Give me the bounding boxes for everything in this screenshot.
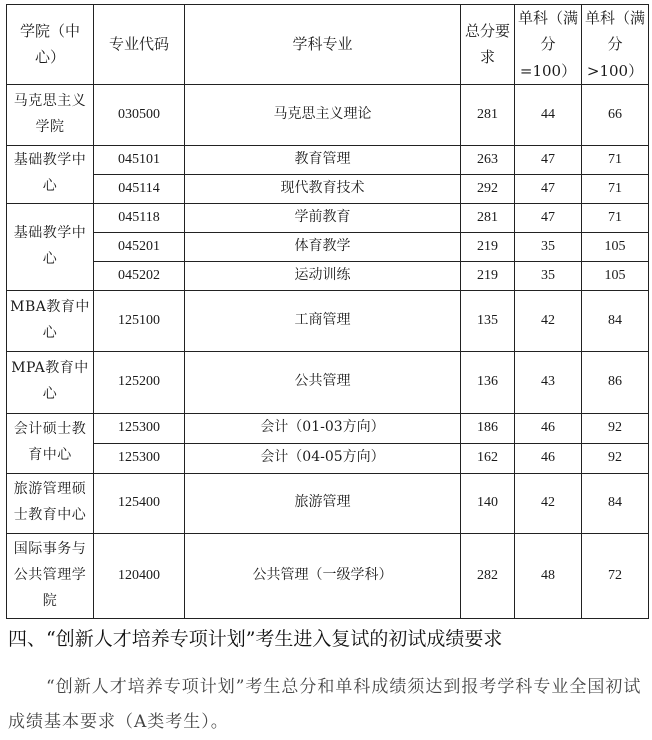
code-cell: 125300 (94, 413, 185, 443)
total-cell: 186 (461, 413, 515, 443)
major-cell: 会计（04-05方向） (185, 443, 461, 473)
header-single-100: 单科（满分=100） (515, 5, 582, 85)
single-gt100-cell: 92 (582, 443, 649, 473)
table-row (7, 145, 649, 174)
header-major: 学科专业 (185, 5, 461, 85)
major-cell: 马克思主义理论 (185, 84, 461, 145)
table-row (7, 261, 649, 290)
single-100-cell: 47 (515, 145, 582, 174)
table-row (7, 473, 649, 533)
table-row (7, 533, 649, 618)
institution-cell: 旅游管理硕士教育中心 (7, 473, 94, 533)
code-cell: 125200 (94, 351, 185, 413)
major-cell: 体育教学 (185, 232, 461, 261)
total-cell: 263 (461, 145, 515, 174)
header-college: 学院（中心） (7, 5, 94, 85)
code-cell: 045201 (94, 232, 185, 261)
institution-cell: 国际事务与公共管理学院 (7, 533, 94, 618)
major-cell: 旅游管理 (185, 473, 461, 533)
major-cell: 公共管理 (185, 351, 461, 413)
single-100-cell: 35 (515, 232, 582, 261)
single-gt100-cell: 105 (582, 261, 649, 290)
institution-cell: MBA教育中心 (7, 290, 94, 351)
total-cell: 281 (461, 203, 515, 232)
code-cell: 125100 (94, 290, 185, 351)
total-cell: 282 (461, 533, 515, 618)
table-row (7, 203, 649, 232)
total-cell: 281 (461, 84, 515, 145)
major-cell: 现代教育技术 (185, 174, 461, 203)
major-cell: 工商管理 (185, 290, 461, 351)
major-cell: 运动训练 (185, 261, 461, 290)
table-row (7, 232, 649, 261)
single-gt100-cell: 105 (582, 232, 649, 261)
single-100-cell: 35 (515, 261, 582, 290)
institution-cell: 马克思主义学院 (7, 84, 94, 145)
single-gt100-cell: 71 (582, 203, 649, 232)
single-100-cell: 48 (515, 533, 582, 618)
single-100-cell: 42 (515, 473, 582, 533)
single-100-cell: 46 (515, 413, 582, 443)
code-cell: 045101 (94, 145, 185, 174)
code-cell: 030500 (94, 84, 185, 145)
institution-cell: 基础教学中心 (7, 145, 94, 203)
code-cell: 045114 (94, 174, 185, 203)
major-cell: 公共管理（一级学科） (185, 533, 461, 618)
header-total: 总分要求 (461, 5, 515, 85)
single-gt100-cell: 86 (582, 351, 649, 413)
total-cell: 292 (461, 174, 515, 203)
major-cell: 会计（01-03方向） (185, 413, 461, 443)
code-cell: 045202 (94, 261, 185, 290)
table-row (7, 174, 649, 203)
table-row (7, 351, 649, 413)
single-gt100-cell: 72 (582, 533, 649, 618)
institution-cell: 基础教学中心 (7, 203, 94, 290)
single-gt100-cell: 66 (582, 84, 649, 145)
table-header-row (7, 5, 649, 85)
single-100-cell: 47 (515, 203, 582, 232)
total-cell: 219 (461, 232, 515, 261)
section-paragraph: “创新人才培养专项计划”考生总分和单科成绩须达到报考学科专业全国初试成绩基本要求（A类考生）。 (8, 677, 642, 732)
single-gt100-cell: 92 (582, 413, 649, 443)
single-100-cell: 46 (515, 443, 582, 473)
total-cell: 136 (461, 351, 515, 413)
major-cell: 教育管理 (185, 145, 461, 174)
institution-cell: MPA教育中心 (7, 351, 94, 413)
major-cell: 学前教育 (185, 203, 461, 232)
table-row (7, 290, 649, 351)
single-100-cell: 42 (515, 290, 582, 351)
total-cell: 140 (461, 473, 515, 533)
single-gt100-cell: 71 (582, 174, 649, 203)
table-row (7, 443, 649, 473)
code-cell: 125300 (94, 443, 185, 473)
single-100-cell: 47 (515, 174, 582, 203)
total-cell: 219 (461, 261, 515, 290)
total-cell: 135 (461, 290, 515, 351)
single-gt100-cell: 84 (582, 290, 649, 351)
section-title: 四、“创新人才培养专项计划”考生进入复试的初试成绩要求 (8, 628, 503, 650)
single-100-cell: 44 (515, 84, 582, 145)
institution-cell: 会计硕士教育中心 (7, 413, 94, 473)
table-row (7, 413, 649, 443)
code-cell: 125400 (94, 473, 185, 533)
code-cell: 120400 (94, 533, 185, 618)
header-single-gt100: 单科（满分>100） (582, 5, 649, 85)
code-cell: 045118 (94, 203, 185, 232)
single-100-cell: 43 (515, 351, 582, 413)
single-gt100-cell: 71 (582, 145, 649, 174)
single-gt100-cell: 84 (582, 473, 649, 533)
score-requirements-table (6, 4, 649, 619)
header-code: 专业代码 (94, 5, 185, 85)
table-row (7, 84, 649, 145)
total-cell: 162 (461, 443, 515, 473)
